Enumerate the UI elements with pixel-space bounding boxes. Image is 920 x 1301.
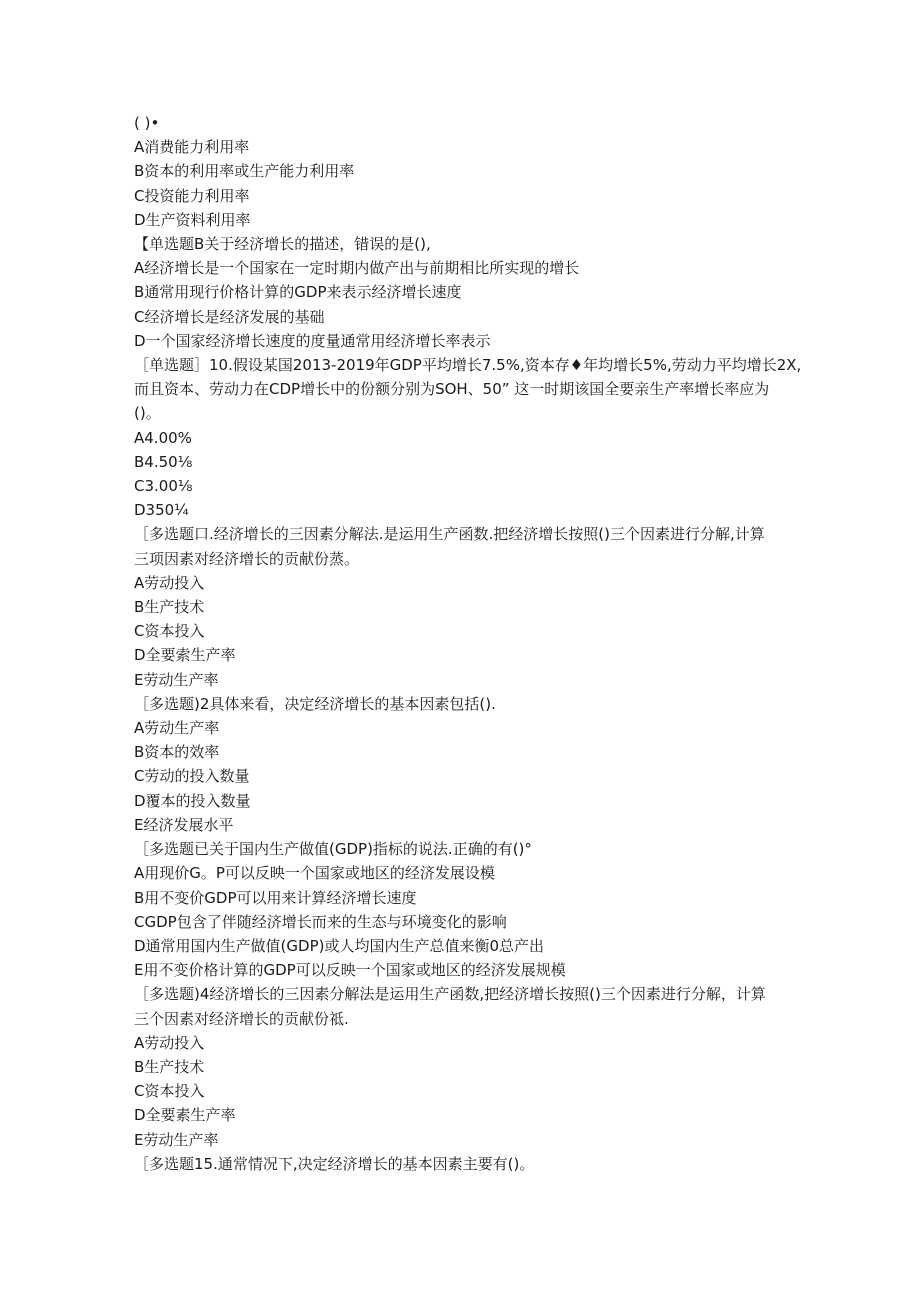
option-a: A劳动投入 bbox=[134, 573, 205, 592]
option-d: D覆本的投入数量 bbox=[134, 791, 251, 810]
option-b: B资本的利用率或生产能力利用率 bbox=[134, 162, 355, 181]
option-a: A劳动生产率 bbox=[134, 719, 220, 738]
option-d: D全要素生产率 bbox=[134, 1106, 236, 1125]
option-e: E用不变价格计算的GDP可以反映一个国家或地区的经济发展规模 bbox=[134, 961, 566, 980]
option-e: E劳动生产率 bbox=[134, 670, 219, 689]
option-a: A消费能力利用率 bbox=[134, 138, 250, 157]
question-multi-choice-4: ［多选题)4经济增长的三因素分解法是运用生产函数,把经济增长按照()三个因素进行分解，计算 bbox=[134, 985, 766, 1004]
question-text-continued: 三项因素对经济增长的贡献份蒸。 bbox=[134, 549, 360, 568]
option-b: B资本的效率 bbox=[134, 743, 220, 762]
option-c: C投资能力利用率 bbox=[134, 186, 250, 205]
option-b: B通常用现行价格计算的GDP来表示经济增长速度 bbox=[134, 283, 462, 302]
option-d: D全要索生产率 bbox=[134, 646, 236, 665]
option-e: E劳动生产率 bbox=[134, 1130, 219, 1149]
document-body bbox=[134, 111, 802, 1176]
option-a: A经济增长是一个国家在一定时期内做产出与前期相比所实现的增长 bbox=[134, 259, 580, 278]
question-text-continued: 三个因素对经济增长的贡献份祗. bbox=[134, 1009, 349, 1028]
question-multi-choice-2: ［多选题)2具体来看，决定经济增长的基本因素包括(). bbox=[134, 694, 496, 713]
option-c: C3.00⅛ bbox=[134, 477, 193, 496]
question-multi-choice-gdp: ［多选题已关于国内生产做值(GDP)指标的说法.正确的有()° bbox=[134, 840, 532, 859]
question-text-continued: 而且资本、劳动力在CDP增长中的份额分别为SOH、50” 这一时期该国全要亲生产率增长率应为 bbox=[134, 380, 770, 399]
option-b: B4.50⅛ bbox=[134, 452, 193, 471]
question-fragment: ( )• bbox=[134, 114, 160, 132]
question-single-choice-10: ［单选题］10.假设某国2013-2019年GDP平均增长7.5%,资本存♦年均增长5%,劳动力平均增长2X, bbox=[134, 356, 802, 375]
option-a: A4.00% bbox=[134, 428, 192, 447]
option-b: B生产技术 bbox=[134, 598, 205, 617]
option-c: CGDP包含了伴随经济增长而来的生态与环境变化的影响 bbox=[134, 912, 507, 931]
option-d: D一个国家经济增长速度的度量通常用经济增长率表示 bbox=[134, 331, 491, 350]
option-e: E经济发展水平 bbox=[134, 815, 234, 834]
option-a: A用现价G。P可以反映一个国家或地区的经济发展设模 bbox=[134, 864, 495, 883]
option-d: D生产资料利用率 bbox=[134, 210, 251, 229]
option-d: D350¼ bbox=[134, 501, 189, 520]
question-multi-choice-15: ［多选题15.通常情况下,决定经济增长的基本因素主要有()。 bbox=[134, 1154, 535, 1173]
option-c: C劳动的投入数量 bbox=[134, 767, 250, 786]
option-c: C经济增长是经济发展的基础 bbox=[134, 307, 325, 326]
option-c: C资本投入 bbox=[134, 1082, 205, 1101]
option-c: C资本投入 bbox=[134, 622, 205, 641]
option-a: A劳动投入 bbox=[134, 1033, 205, 1052]
option-d: D通常用国内生产做值(GDP)或人均国内生产总值来衡0总产出 bbox=[134, 936, 545, 955]
question-multi-choice: ［多选题口.经济增长的三因素分解法.是运用生产函数.把经济增长按照()三个因素进行分解,计算 bbox=[134, 525, 765, 544]
option-b: B用不变价GDP可以用来计算经济增长速度 bbox=[134, 888, 417, 907]
option-b: B生产技术 bbox=[134, 1057, 205, 1076]
question-text-continued: ()。 bbox=[134, 404, 161, 423]
question-single-choice: 【单选题B关于经济增长的描述，错误的是(), bbox=[134, 235, 431, 254]
